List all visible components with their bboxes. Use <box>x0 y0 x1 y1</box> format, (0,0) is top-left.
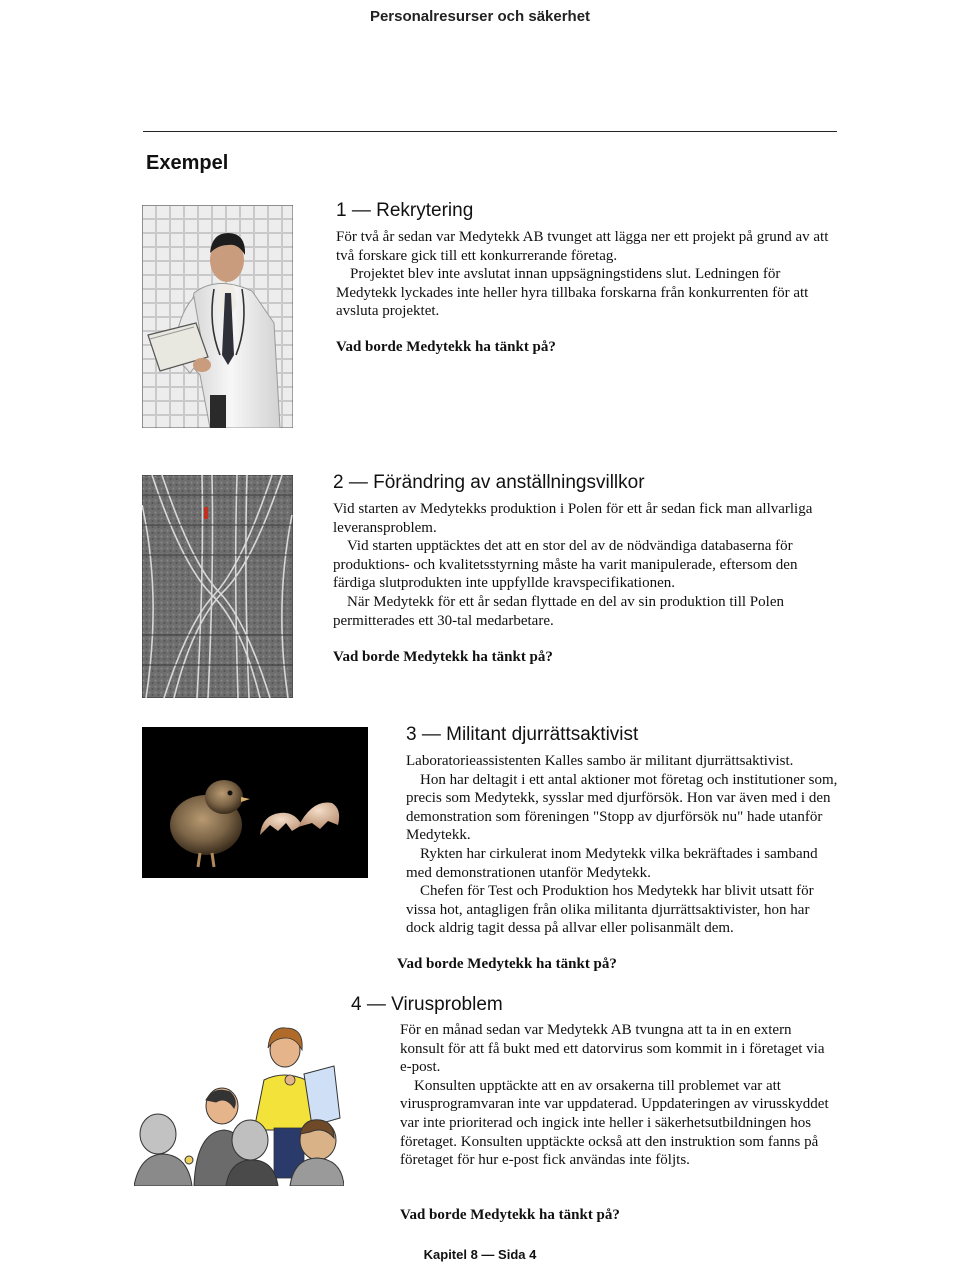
section-3-paragraph: Laboratorieassistenten Kalles sambo är militant djurrättsaktivist. <box>406 753 794 769</box>
section-1-paragraph: Projektet blev inte avslutat innan uppsägningstidens slut. Ledningen för Medytekk lyckades inte heller hyra tillbaka forskarna från konkurrenten för att avsluta projektet. <box>336 266 809 320</box>
page-footer: Kapitel 8 — Sida 4 <box>423 1247 537 1262</box>
running-header: Personalresurser och säkerhet <box>369 8 591 25</box>
doctor-with-clipboard-photo-icon <box>142 205 293 428</box>
section-3-body <box>406 752 838 938</box>
section-1-question: Vad borde Medytekk ha tänkt på? <box>336 339 556 355</box>
section-4-title: 4 — Virusproblem <box>351 994 503 1015</box>
section-4-body <box>400 1021 836 1170</box>
section-3-question: Vad borde Medytekk ha tänkt på? <box>397 956 617 972</box>
section-3-paragraph: Rykten har cirkulerat inom Medytekk vilka bekräftades i samband med demonstrationen utanför Medytekk. <box>406 845 818 881</box>
section-3-paragraph: Hon har deltagit i ett antal aktioner mot företag och institutioner som, precis som Medytekk, sysslar med djurförsök. Hon var även med i den demonstration som föreningen "Stopp av djurförsök nu" hade utanför Medytekk. <box>406 771 838 844</box>
section-2-question: Vad borde Medytekk ha tänkt på? <box>333 649 553 665</box>
presentation-clipart-icon <box>134 1022 344 1186</box>
section-1-body <box>336 228 834 321</box>
header-rule <box>143 131 837 132</box>
presentation-clipart <box>134 1022 344 1186</box>
section-3-paragraph: Chefen för Test och Produktion hos Medytekk har blivit utsatt för vissa hot, antagligen från olika militanta djurrättsaktivister, hon har dock aldrig tagit dessa på allvar eller polisanmält dem. <box>406 883 814 937</box>
page-title: Exempel <box>146 152 229 174</box>
chick-photo <box>142 727 368 878</box>
section-1-title: 1 — Rekrytering <box>336 200 474 221</box>
section-2-paragraph: Vid starten upptäcktes det att en stor del av de nödvändiga databaserna för produktions- och kvalitetsstyrning måste ha varit manipulerade, eftersom den färdiga slutprodukten inte uppfyllde kravspecifikationen. <box>333 538 798 592</box>
doctor-photo <box>142 205 293 428</box>
section-2-body <box>333 500 833 630</box>
section-4-paragraph: För en månad sedan var Medytekk AB tvungna att ta in en extern konsult för att få bukt med ett datorvirus som kommit in i företaget via e-post. <box>400 1022 825 1076</box>
section-4-question: Vad borde Medytekk ha tänkt på? <box>400 1207 620 1223</box>
section-3-title: 3 — Militant djurrättsaktivist <box>406 724 639 745</box>
section-2-paragraph: När Medytekk för ett år sedan flyttade en del av sin produktion till Polen permitterades ett 30-tal medarbetare. <box>333 593 784 629</box>
section-2-title: 2 — Förändring av anställningsvillkor <box>333 472 645 493</box>
chick-and-eggshell-photo-icon <box>142 727 368 878</box>
section-2-paragraph: Vid starten av Medytekks produktion i Polen för ett år sedan fick man allvarliga leveransproblem. <box>333 501 813 536</box>
railway-photo <box>142 475 293 698</box>
section-1-paragraph: För två år sedan var Medytekk AB tvunget att lägga ner ett projekt på grund av att två forskare gick till ett konkurrerande företag. <box>336 229 829 264</box>
railway-tracks-photo-icon <box>142 475 293 698</box>
section-4-paragraph: Konsulten upptäckte att en av orsakerna till problemet var att virusprogramvaran inte var uppdaterad. Uppdateringen av virusskyddet var inte prioriterad och ingick inte heller i säkerhetsutbildningen hos företaget. Konsulten upptäckte också att den instruktion som fanns på företaget för hur e-post fick användas inte följts. <box>400 1077 829 1169</box>
